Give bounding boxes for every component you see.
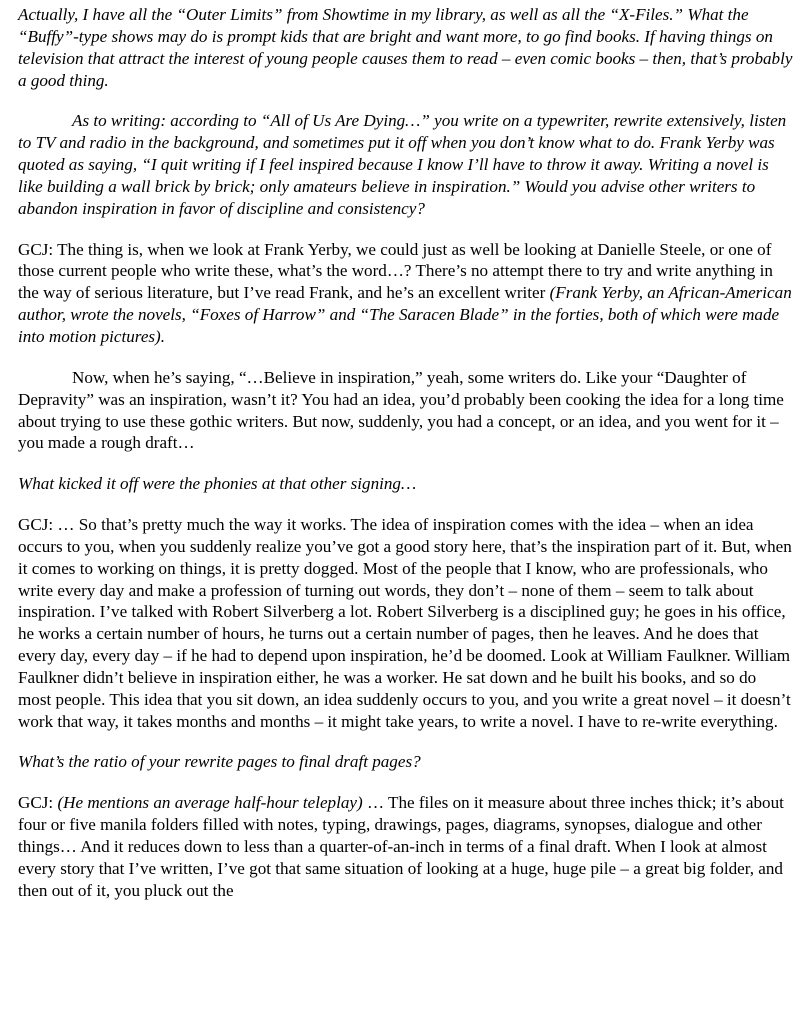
interviewer-remark: What kicked it off were the phonies at that other signing…	[18, 474, 417, 494]
editorial-aside: (Frank Yerby, an African-American author, wrote the novels, “Foxes of Harrow” and “The Saracen Blade” in the forties, both of which were made into motion pictures).	[18, 283, 792, 346]
answer-paragraph-discipline: GCJ: … So that’s pretty much the way it works. The idea of inspiration comes with the idea – when an idea occurs to you, when you suddenly realize you’ve got a good story here, that’s the inspiration part of it. But, when it comes to working on things, it is pretty dogged. Most of the people that I know, who are professionals, who write every day and make a profession of turning out words, they don’t – none of them – seem to talk about inspiration. I’ve talked with Robert Silverberg a lot. Robert Silverberg is a disciplined guy; he goes in his office, he works a certain number of hours, he turns out a certain number of pages, then he leaves. And he does that every day, every day – if he had to depend upon inspiration, he’d be doomed. Look at William Faulkner. William Faulkner didn’t believe in inspiration either, he was a worker. He sat down and he built his books, and so do most people. This idea that you sit down, an idea suddenly occurs to you, and you write a great novel – it doesn’t work that way, it takes months and months – it might take years, to write a novel. I have to re-write everything.	[18, 515, 792, 731]
answer-paragraph-inspiration: Now, when he’s saying, “…Believe in inspiration,” yeah, some writers do. Like your “Daughter of Depravity” was an inspiration, wasn’t it? You had an idea, you’d probably been cooking the idea for a long time about trying to use these gothic writers. But now, suddenly, you had a concept, or an idea, and you went for it – you made a rough draft…	[18, 367, 784, 453]
speaker-label: GCJ:	[18, 793, 54, 813]
answer-paragraph-yerby	[18, 239, 793, 348]
interviewer-question-inspiration: As to writing: according to “All of Us Are Dying…” you write on a typewriter, rewrite extensively, listen to TV and radio in the background, and sometimes put it off when you don’t know what to do. Frank Yerby was quoted as saying, “I quit writing if I feel inspired because I know I’ll have to throw it away. Writing a novel is like building a wall brick by brick; only amateurs believe in inspiration.” Would you advise other writers to abandon inspiration in favor of discipline and consistency?	[18, 111, 787, 218]
interviewer-paragraph-1: Actually, I have all the “Outer Limits” from Showtime in my library, as well as all the “X-Files.” What the “Buffy”-type shows may do is prompt kids that are bright and want more, to go find books. If having things on television that attract the interest of young people causes them to read – even comic books – then, that’s probably a good thing.	[18, 5, 793, 90]
editorial-aside-teleplay: (He mentions an average half-hour teleplay)	[57, 793, 363, 813]
answer-paragraph-rewrite	[18, 792, 793, 901]
answer-text: GCJ: The thing is, when we look at Frank Yerby, we could just as well be looking at Danielle Steele, or one of those current people who write these, what’s the word…? There’s no attempt there to try and write anything in the way of serious literature, but I’ve read Frank, and he’s an excellent writer	[18, 239, 773, 303]
answer-text-rewrite: … The files on it measure about three inches thick; it’s about four or five manila folders filled with notes, typing, drawings, pages, diagrams, synopses, dialogue and other things… And it reduces down to less than a quarter-of-an-inch in terms of a final draft. When I look at almost every story that I’ve written, I’ve got that same situation of looking at a huge, huge pile – a great big folder, and then out of it, you pluck out the	[18, 793, 784, 900]
interviewer-question-ratio: What’s the ratio of your rewrite pages to final draft pages?	[18, 752, 421, 772]
document-page	[18, 4, 793, 921]
